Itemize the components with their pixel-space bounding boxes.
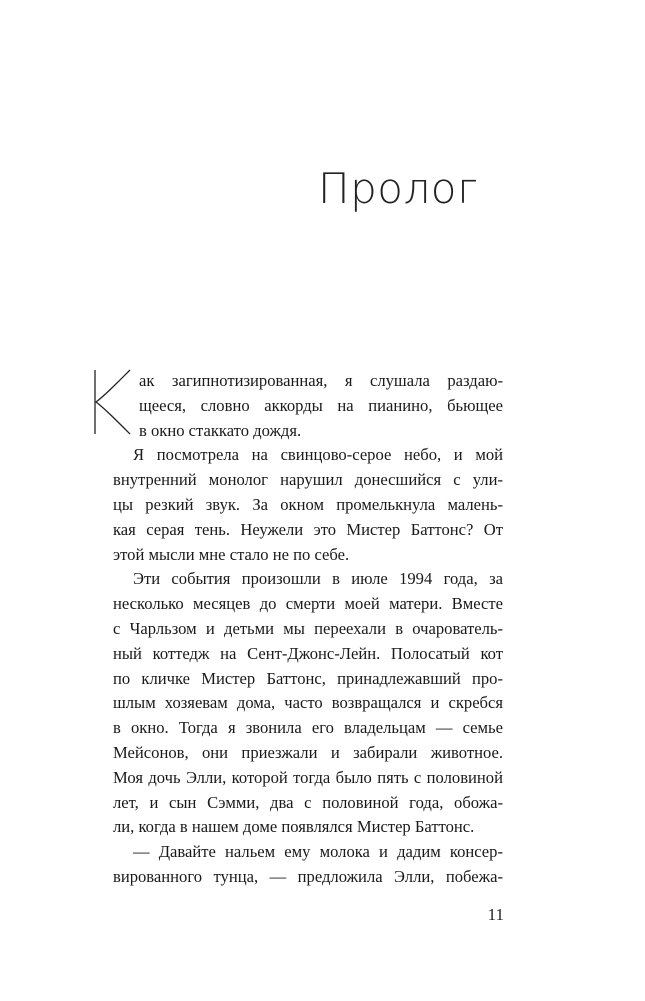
text-line: внутренний монолог нарушил донесшийся с ули- xyxy=(113,470,503,490)
text-line: лет, и сын Сэмми, два с половиной года, обожа- xyxy=(113,792,503,812)
text-line: в окно. Тогда я звонила его владельцам — семье xyxy=(113,718,503,738)
text-line: Моя дочь Элли, которой тогда было пять с половиной xyxy=(113,767,503,787)
text-line: Я посмотрела на свинцово-серое небо, и мой xyxy=(133,445,503,465)
text-line: вированного тунца, — предложила Элли, побежа- xyxy=(113,866,503,886)
text-line: щееся, словно аккорды на пианино, бьющее xyxy=(139,395,503,415)
text-line: ли, когда в нашем доме появлялся Мистер Баттонс. xyxy=(113,817,475,837)
text-line: с Чарльзом и детьми мы переехали в очарователь- xyxy=(113,618,503,638)
text-line: Эти события произошли в июле 1994 года, за xyxy=(133,569,503,589)
text-line: ный коттедж на Сент-Джонс-Лейн. Полосатый кот xyxy=(113,643,503,663)
text-line: несколько месяцев до смерти моей матери. Вместе xyxy=(113,594,503,614)
text-line: шлым хозяевам дома, часто возвращался и скребся xyxy=(113,693,503,713)
text-line: этой мысли мне стало не по себе. xyxy=(113,544,350,564)
prologue-text xyxy=(113,369,503,890)
text-line: цы резкий звук. За окном промелькнула малень- xyxy=(113,494,503,514)
chapter-title: Пролог xyxy=(318,164,479,213)
text-line: ак загипнотизированная, я слушала раздаю- xyxy=(139,371,503,390)
text-line: в окно стаккато дождя. xyxy=(139,420,302,440)
text-line: Мейсонов, они приезжали и забирали животное. xyxy=(113,742,503,762)
text-line: кая серая тень. Неужели это Мистер Баттонс? От xyxy=(113,519,503,539)
text-line: — Давайте нальем ему молока и дадим консер- xyxy=(133,842,503,862)
page-number: 11 xyxy=(487,905,504,924)
text-line: по кличке Мистер Баттонс, принадлежавший про- xyxy=(113,668,503,688)
